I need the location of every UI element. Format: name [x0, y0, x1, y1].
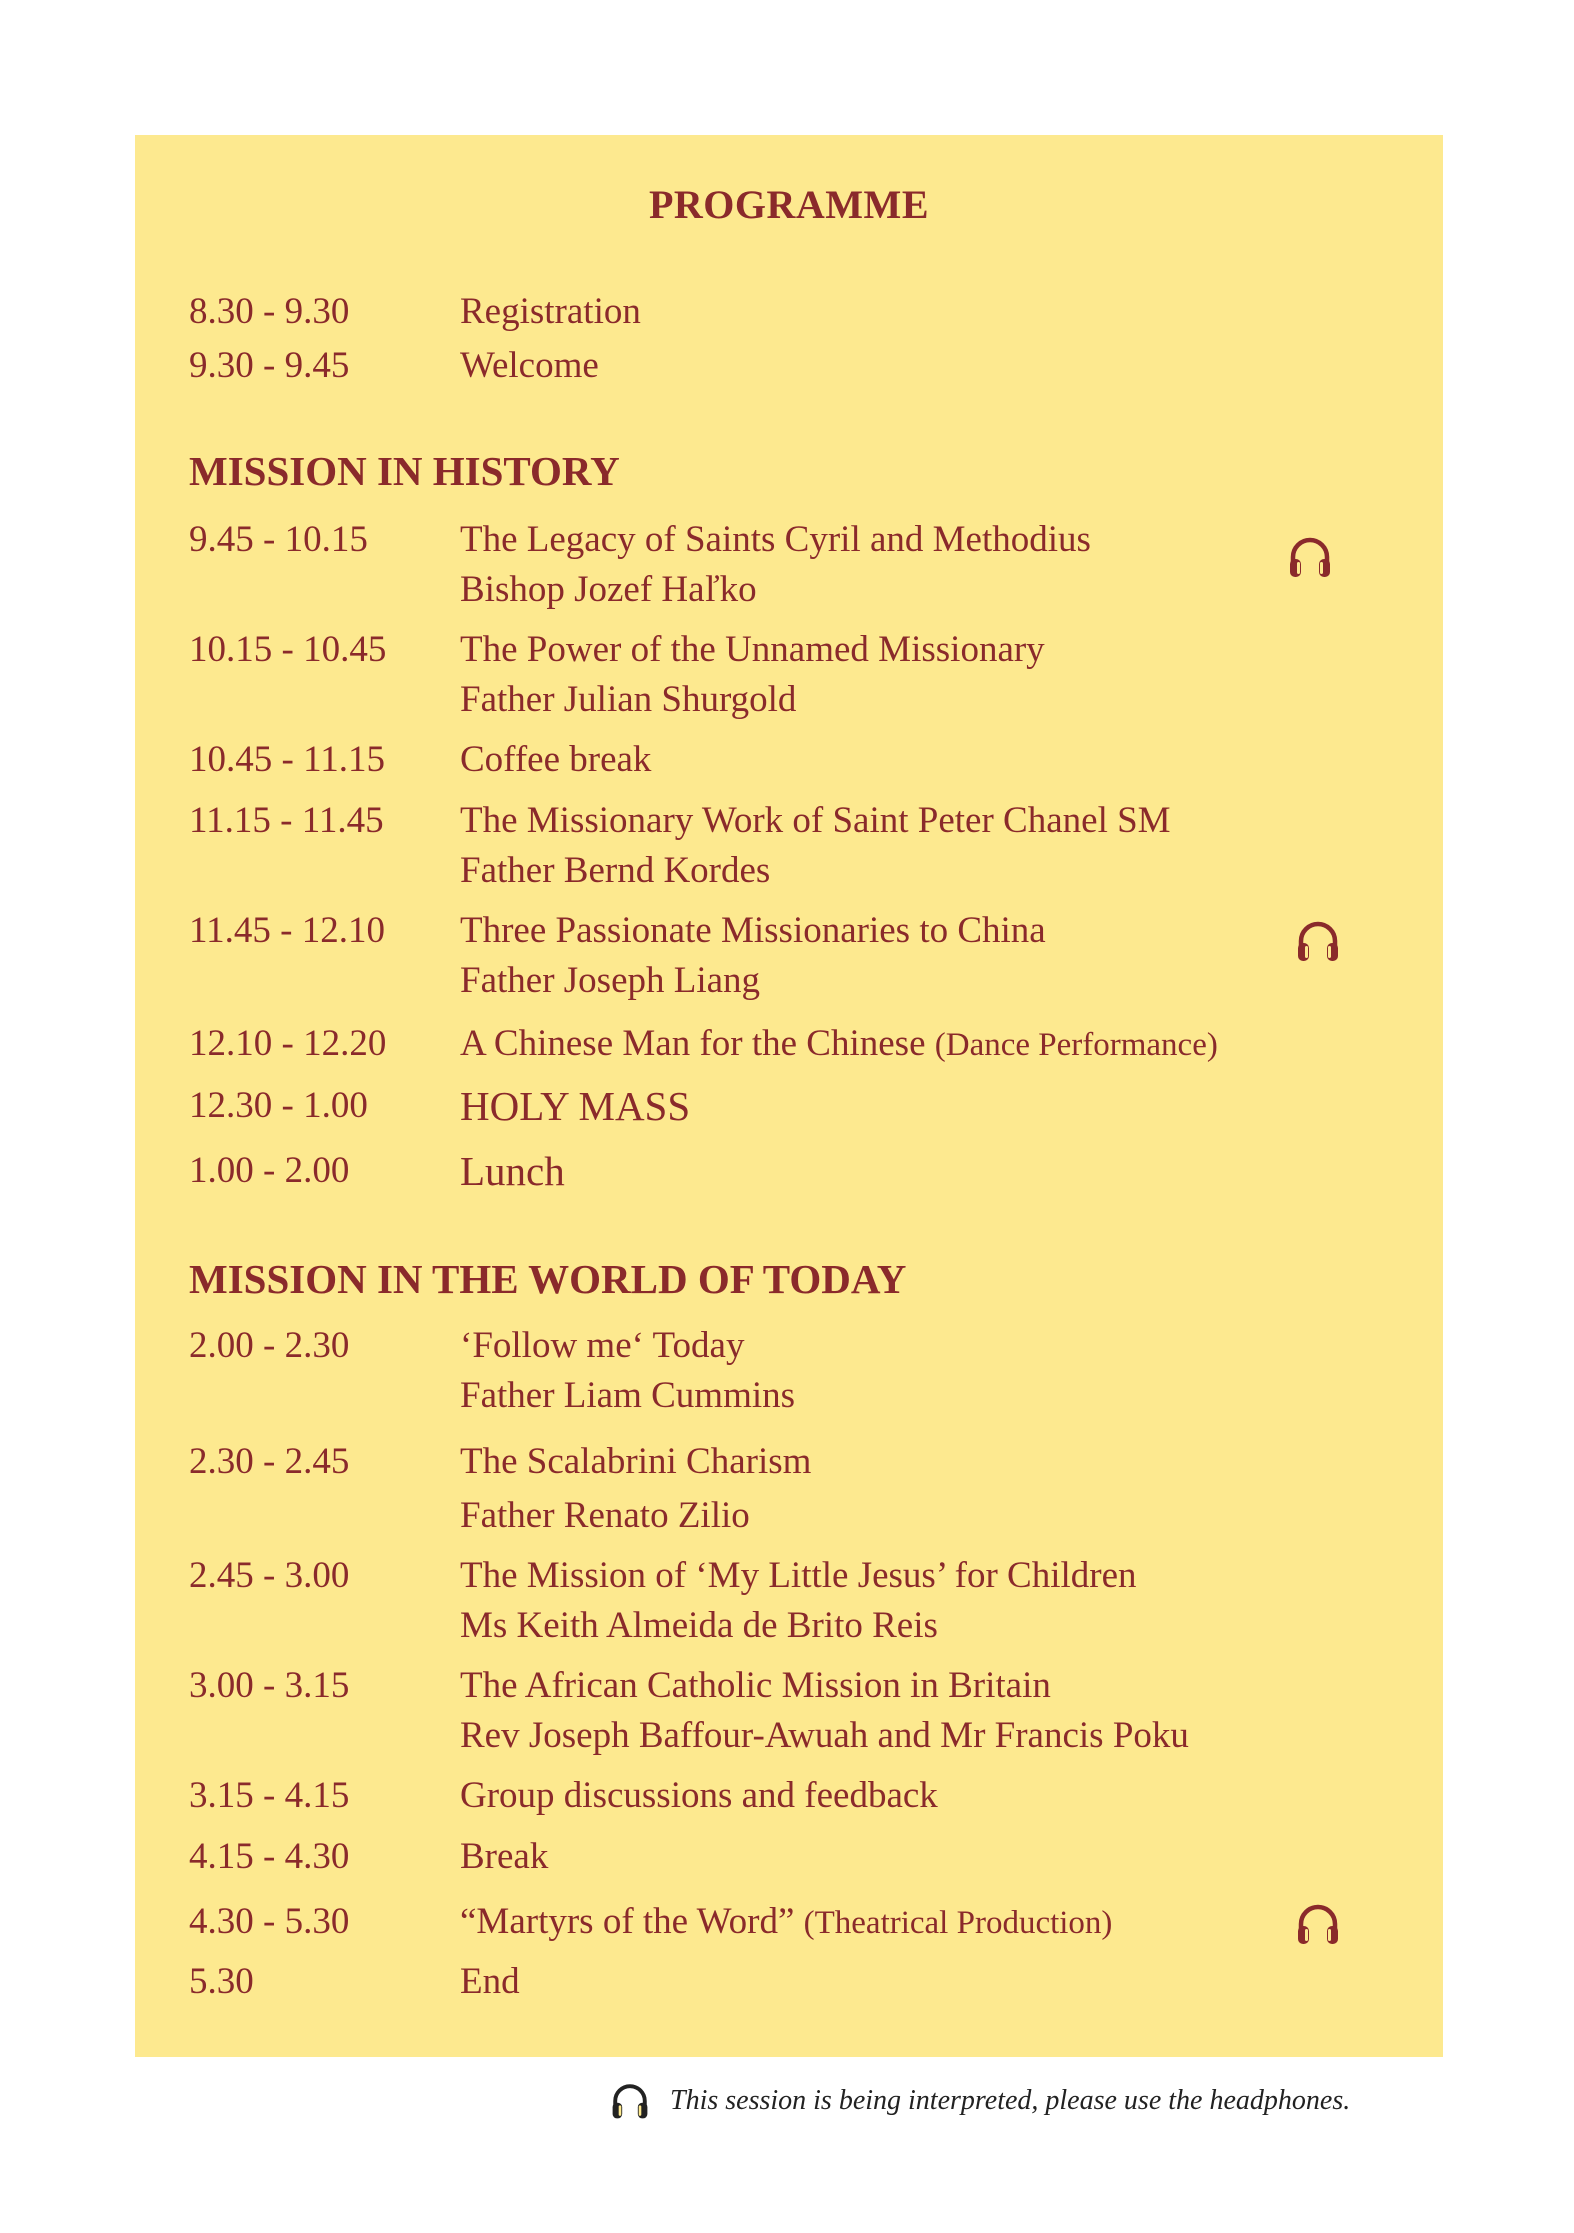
row-note: (Dance Performance): [934, 1027, 1218, 1063]
row-title: The Legacy of Saints Cyril and Methodius: [460, 519, 1091, 560]
row-time: 4.15 - 4.30: [189, 1836, 350, 1877]
row-title: Lunch: [460, 1148, 565, 1194]
headphones-icon: [610, 2080, 650, 2122]
row-title: The African Catholic Mission in Britain: [460, 1665, 1051, 1706]
section-heading: MISSION IN THE WORLD OF TODAY: [189, 1256, 907, 1302]
row-time: 9.30 - 9.45: [189, 345, 350, 386]
row-speaker: Father Liam Cummins: [460, 1375, 796, 1416]
row-time: 5.30: [189, 1961, 254, 2002]
row-time: 9.45 - 10.15: [189, 519, 368, 560]
row-speaker: Father Julian Shurgold: [460, 679, 797, 720]
row-time: 12.10 - 12.20: [189, 1023, 387, 1064]
row-time: 11.45 - 12.10: [189, 910, 385, 951]
row-title: Group discussions and feedback: [460, 1775, 938, 1816]
row-title: Coffee break: [460, 739, 652, 780]
row-note: (Theatrical Production): [803, 1905, 1113, 1941]
row-time: 12.30 - 1.00: [189, 1085, 368, 1126]
row-time: 8.30 - 9.30: [189, 291, 350, 332]
row-title: “Martyrs of the Word”: [460, 1901, 795, 1942]
row-time: 10.45 - 11.15: [189, 739, 385, 780]
row-title: The Mission of ‘My Little Jesus’ for Children: [460, 1555, 1137, 1596]
programme-panel: [135, 135, 1443, 2057]
page-title: PROGRAMME: [648, 182, 929, 227]
row-title: A Chinese Man for the Chinese: [460, 1023, 926, 1064]
row-time: 4.30 - 5.30: [189, 1901, 350, 1942]
row-title: The Power of the Unnamed Missionary: [460, 629, 1045, 670]
headphones-icon: [1295, 917, 1341, 965]
row-speaker: Father Bernd Kordes: [460, 850, 771, 891]
row-time: 2.30 - 2.45: [189, 1441, 350, 1482]
row-title: End: [460, 1961, 520, 2002]
row-title: The Scalabrini Charism: [460, 1441, 812, 1482]
row-title: The Missionary Work of Saint Peter Chanel SM: [460, 800, 1171, 841]
row-time: 1.00 - 2.00: [189, 1150, 350, 1191]
row-time: 10.15 - 10.45: [189, 629, 387, 670]
row-time: 11.15 - 11.45: [189, 800, 384, 841]
row-time: 3.00 - 3.15: [189, 1665, 350, 1706]
footer-text: This session is being interpreted, please use the headphones.: [670, 2085, 1351, 2116]
row-speaker: Ms Keith Almeida de Brito Reis: [460, 1605, 938, 1646]
headphones-icon: [1295, 1900, 1341, 1948]
row-time: 2.00 - 2.30: [189, 1325, 350, 1366]
headphones-icon: [1287, 533, 1333, 581]
row-title: Welcome: [460, 345, 599, 386]
row-time: 3.15 - 4.15: [189, 1775, 350, 1816]
row-speaker: Rev Joseph Baffour-Awuah and Mr Francis Poku: [460, 1715, 1189, 1756]
row-speaker: Father Joseph Liang: [460, 960, 761, 1001]
row-title: Registration: [460, 291, 641, 332]
row-speaker: Father Renato Zilio: [460, 1495, 750, 1536]
row-time: 2.45 - 3.00: [189, 1555, 350, 1596]
section-heading: MISSION IN HISTORY: [189, 448, 620, 494]
row-title: ‘Follow me‘ Today: [460, 1325, 745, 1366]
row-title: HOLY MASS: [460, 1083, 691, 1129]
row-title: Three Passionate Missionaries to China: [460, 910, 1046, 951]
row-speaker: Bishop Jozef Haľko: [460, 569, 757, 610]
row-title: Break: [460, 1836, 549, 1877]
